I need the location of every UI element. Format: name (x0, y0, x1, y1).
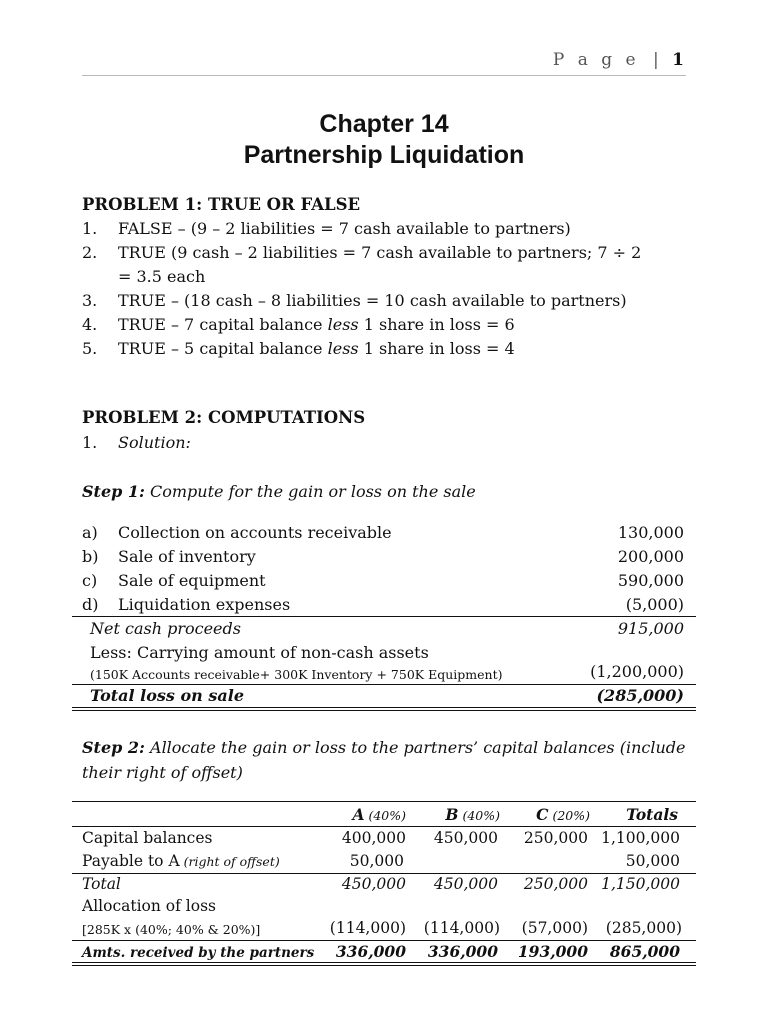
list-item-number: 3. (82, 291, 98, 310)
table-cell: (114,000) (329, 919, 406, 937)
step1-description: Compute for the gain or loss on the sale (144, 482, 476, 501)
emphasis: less (327, 339, 359, 358)
line-amount: 200,000 (617, 547, 684, 566)
table-cell: 250,000 (523, 829, 588, 847)
line-amount: (5,000) (625, 595, 684, 614)
emphasis: less (327, 315, 359, 334)
header-divider (82, 75, 686, 76)
divider (72, 616, 696, 617)
line-label: Sale of inventory (118, 547, 256, 566)
table-row-label: Payable to A (right of offset) (82, 852, 280, 870)
column-header: B (40%) (445, 805, 500, 824)
column-header: C (20%) (536, 805, 590, 824)
divider (72, 684, 696, 685)
step2-description-cont: their right of offset) (82, 763, 243, 782)
column-header: Totals (626, 805, 678, 824)
column-header: A (40%) (352, 805, 406, 824)
page-number: 1 (672, 50, 684, 70)
text-segment: 1 share in loss = 6 (358, 315, 515, 334)
table-row-label: Amts. received by the partners (82, 945, 315, 961)
table-cell: 450,000 (433, 875, 498, 893)
table-cell: 400,000 (341, 829, 406, 847)
page-header (553, 50, 684, 70)
table-cell: 336,000 (427, 942, 498, 961)
page-separator: | (653, 50, 659, 70)
double-rule (72, 707, 696, 711)
text-segment: TRUE – 7 capital balance (118, 315, 328, 334)
line-amount: 130,000 (617, 523, 684, 542)
table-cell: 450,000 (341, 875, 406, 893)
table-cell: 50,000 (625, 852, 680, 870)
solution-label: Solution: (118, 433, 191, 452)
net-cash-label: Net cash proceeds (90, 619, 241, 638)
total-loss-amount: (285,000) (596, 686, 684, 705)
list-item: FALSE – (9 – 2 liabilities = 7 cash available to partners) (118, 219, 571, 238)
table-cell: 1,150,000 (601, 875, 680, 893)
table-row-label: Allocation of loss (82, 897, 216, 915)
less-label: Less: Carrying amount of non-cash assets (90, 643, 429, 662)
table-row-label: [285K x (40%; 40% & 20%)] (82, 922, 261, 937)
table-cell: 450,000 (433, 829, 498, 847)
chapter-subtitle: Partnership Liquidation (243, 141, 525, 169)
table-rule (72, 873, 696, 874)
table-cell: (57,000) (521, 919, 588, 937)
list-item (118, 315, 515, 334)
table-rule (72, 940, 696, 941)
list-item-number: 5. (82, 339, 98, 358)
table-cell: 193,000 (517, 942, 588, 961)
list-item: TRUE (9 cash – 2 liabilities = 7 cash available to partners; 7 ÷ 2 (118, 243, 642, 262)
list-item (118, 339, 515, 358)
table-row-label: Capital balances (82, 829, 213, 847)
page-word: P a g e (552, 50, 640, 70)
line-label: Sale of equipment (118, 571, 266, 590)
table-cell: 1,100,000 (601, 829, 680, 847)
table-cell: 336,000 (335, 942, 406, 961)
problem1-heading: PROBLEM 1: TRUE OR FALSE (82, 195, 361, 214)
line-label: Liquidation expenses (118, 595, 291, 614)
table-top-rule (72, 801, 696, 802)
line-letter: b) (82, 547, 99, 566)
text-segment: TRUE – 5 capital balance (118, 339, 328, 358)
step1-heading (82, 482, 476, 501)
line-letter: d) (82, 595, 99, 614)
text-segment: 1 share in loss = 4 (358, 339, 515, 358)
line-letter: c) (82, 571, 98, 590)
less-detail: (150K Accounts receivable+ 300K Inventory + 750K Equipment) (90, 667, 503, 682)
list-item: TRUE – (18 cash – 8 liabilities = 10 cash available to partners) (118, 291, 627, 310)
total-loss-label: Total loss on sale (90, 686, 244, 705)
chapter-title: Chapter 14 (319, 110, 449, 138)
table-header-rule (72, 826, 696, 827)
line-letter: a) (82, 523, 98, 542)
step2-label: Step 2: (82, 738, 145, 757)
table-cell: (114,000) (423, 919, 500, 937)
list-item-number: 4. (82, 315, 98, 334)
list-item-number: 1. (82, 219, 98, 238)
problem2-heading: PROBLEM 2: COMPUTATIONS (82, 408, 366, 427)
step1-label: Step 1: (82, 482, 145, 501)
step2-heading (82, 738, 685, 757)
table-cell: 250,000 (523, 875, 588, 893)
table-cell: 50,000 (349, 852, 404, 870)
net-cash-amount: 915,000 (617, 619, 684, 638)
line-label: Collection on accounts receivable (118, 523, 392, 542)
table-double-rule (72, 962, 696, 966)
table-row-label: Total (82, 875, 121, 893)
less-amount: (1,200,000) (590, 662, 684, 681)
line-amount: 590,000 (617, 571, 684, 590)
list-item-continuation: = 3.5 each (118, 267, 206, 286)
table-cell: 865,000 (609, 942, 680, 961)
list-item-number: 1. (82, 433, 98, 452)
table-cell: (285,000) (605, 919, 682, 937)
step2-description: Allocate the gain or loss to the partners’ capital balances (include (144, 738, 686, 757)
list-item-number: 2. (82, 243, 98, 262)
